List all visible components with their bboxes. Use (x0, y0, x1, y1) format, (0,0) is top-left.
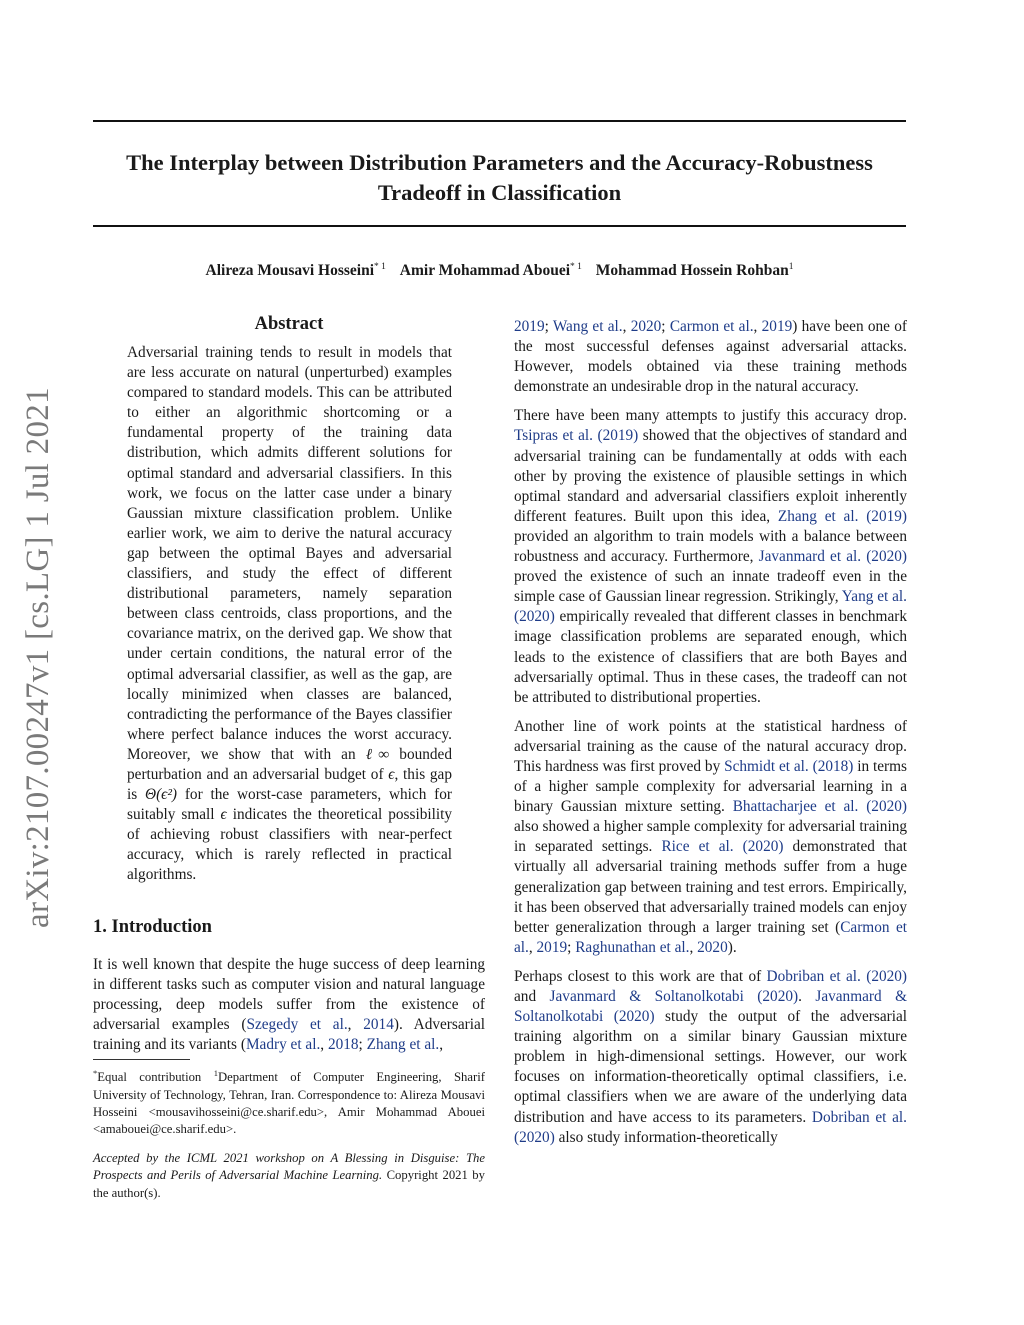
citation-year-link[interactable]: (2020) (613, 1008, 655, 1026)
citation-year-link[interactable]: (2020) (514, 608, 555, 626)
citation-link[interactable]: Schmidt et al. (724, 757, 809, 775)
citation-year-link[interactable]: (2020) (742, 838, 784, 856)
citation-link[interactable]: Javanmard et al. (758, 548, 862, 566)
paper-title (93, 148, 906, 208)
acceptance-note: Accepted by the ICML 2021 workshop on A Blessing in Disguise: The Prospects and Perils of Adversarial Machine Learning. Copyright 2021 by the author(s). (93, 1151, 485, 1200)
citation-year-link[interactable]: (2019) (597, 427, 639, 445)
author-list (93, 262, 906, 280)
paragraph: Another line of work points at the statistical hardness of adversarial training as the cause of the natural accuracy drop. This hardness was first proved by Schmidt et al. (2018) in terms of a higher sample complexity for adversarial learning in a binary Gaussian mixture setting. Bhattacharjee et al. (2020) also showed a higher sample complexity for adversarial training in separated settings. Rice et al. (2020) demonstrated that virtually all adversarial training methods suffer from a huge generalization gap between training and test errors. Empirically, it has been observed that adversarially trained models can enjoy better generalization through a larger training set (Carmon et al., 2019; Raghunathan et al., 2020). (514, 717, 907, 956)
author-2: Amir Mohammad Abouei$^{* 1}$ (399, 262, 582, 280)
author-3: Mohammad Hossein Rohban$^1$ (595, 262, 794, 280)
citation-link[interactable]: Raghunathan et al. (575, 938, 690, 956)
introduction-text: It is well known that despite the huge success of deep learning in different tasks such as computer vision and natural language processing, deep models suffer from the existence of adversarial examples (Szegedy et al., 2014). Adversarial training and its variants (Madry et al., 2018; Zhang et al., (93, 956, 486, 1054)
title-top-rule (93, 120, 906, 122)
citation-link[interactable]: Zhang et al. (777, 507, 859, 525)
abstract-heading: Abstract (254, 314, 324, 334)
citation-year-link[interactable]: (2020) (757, 988, 799, 1005)
citation-link[interactable]: Dobriban et al. (766, 967, 861, 985)
citation-year-link[interactable]: (2020) (866, 798, 907, 816)
paragraph: There have been many attempts to justify this accuracy drop. Tsipras et al. (2019) showed that the objectives of standard and adversarial training can be fundamentally at odds with each other by proving the existence of plausible settings in which optimal standard and adversarial classifiers exploit inherently different features. Built upon this idea, Zhang et al. (2019) provided an algorithm to train models with a balance between robustness and accuracy. Furthermore, Javanmard et al. (2020) proved the existence of such an innate tradeoff even in the simple case of Gaussian linear regression. Strikingly, Yang et al. (2020) empirically revealed that different classes in benchmark image classification problems are separated enough, which leads to the existence of classifiers that are both Bayes and adversarially optimal. Thus in these cases, the tradeoff can not be attributed to distributional properties. (514, 407, 908, 706)
citation-year-link[interactable]: (2020) (514, 1128, 555, 1146)
abstract-text: Adversarial training tends to result in models that are less accurate on natural (unperturbed) examples compared to standard models. This can be attributed to either an algorithmic shortcoming or a fundamental property of the training data distribution, which admits different solutions for optimal standard and adversarial classifiers. In this work, we focus on the latter case under a binary Gaussian mixture classification problem. Unlike earlier work, we aim to derive the natural accuracy gap between the optimal Bayes and adversarial classifiers, and study the effect of different distributional parameters, namely separation between class centroids, class proportions, and the covariance matrix, on the derived gap. We show that under certain conditions, the natural error of the optimal adversarial classifier, as well as the gap, are locally minimized when classes are balanced, contradicting the performance of the Bayes classifier where perfect balance induces the worst accuracy. Moreover, we show that with an ℓ∞ bounded perturbation and an adversarial budget of ϵ, this gap is Θ(ϵ²) for the worst-case parameters, which for suitably small ϵ indicates the theoretical possibility of achieving robust classifiers with near-perfect accuracy, which is rarely reflected in practical algorithms. (127, 344, 452, 884)
title-line-2: Tradeoff in Classification (377, 180, 622, 205)
citation-link[interactable]: Wang et al. (552, 318, 623, 335)
citation-link[interactable]: Javanmard & Soltanolkotabi (514, 988, 907, 1026)
footnote-rule (93, 1059, 190, 1060)
title-bottom-rule (93, 225, 906, 227)
citation-year-link[interactable]: 2019 (536, 938, 568, 956)
citation-year-link[interactable]: 2014 (363, 1016, 394, 1034)
paragraph: Perhaps closest to this work are that of Dobriban et al. (2020) and Javanmard & Soltanolkotabi (2020). Javanmard & Soltanolkotabi (2020) study the output of the adversarial training algorithm on a similar binary Gaussian mixture problem in high-dimensional settings. However, our work focuses on information-theoretically optimal classifiers, i.e. optimal classifiers when we are aware of the underlying data distribution and have access to its parameters. Dobriban et al. (2020) also study information-theoretically (514, 967, 908, 1146)
right-column-text (514, 317, 907, 1148)
citation-link[interactable]: Bhattacharjee et al. (732, 798, 859, 816)
citation-link[interactable]: Rice et al. (661, 838, 734, 856)
citation-year-link[interactable]: (2019) (866, 507, 907, 525)
citation-year-link[interactable]: 2019 (761, 318, 793, 335)
section-heading-introduction: 1. Introduction (93, 917, 212, 937)
arxiv-watermark: arXiv:2107.00247v1 [cs.LG] 1 Jul 2021 (20, 387, 56, 928)
citation-link[interactable]: Zhang et al. (366, 1036, 440, 1054)
citation-year-link[interactable]: 2020 (630, 318, 662, 335)
citation-link[interactable]: Yang et al. (841, 588, 907, 606)
citation-year-link[interactable]: 2020 (697, 938, 728, 956)
citation-year-link[interactable]: (2020) (866, 548, 907, 566)
citation-link[interactable]: Javanmard & Soltanolkotabi (549, 988, 744, 1005)
citation-link[interactable]: Carmon et al. (514, 918, 907, 956)
author-1: Alireza Mousavi Hosseini$^{* 1}$ (205, 262, 386, 280)
paragraph: 2019; Wang et al., 2020; Carmon et al., 2019) have been one of the most successful defenses against adversarial attacks. However, models obtained via these training methods demonstrate an undesirable drop in the natural accuracy. (514, 318, 907, 396)
citation-year-link[interactable]: (2018) (812, 757, 854, 775)
title-line-1: The Interplay between Distribution Parameters and the Accuracy-Robustness (126, 150, 873, 175)
citation-link[interactable]: Dobriban et al. (811, 1108, 908, 1126)
citation-year-link[interactable]: (2020) (866, 967, 908, 985)
citation-link[interactable]: Madry et al. (245, 1036, 321, 1054)
citation-link[interactable]: Tsipras et al. (514, 427, 593, 445)
citation-year-link[interactable]: 2018 (327, 1036, 359, 1054)
citation-link[interactable]: Carmon et al. (669, 318, 754, 335)
citation-year-link[interactable]: 2019 (514, 318, 545, 335)
citation-link[interactable]: Szegedy et al. (246, 1016, 348, 1034)
footnote: *Equal contribution $^1$Department of Computer Engineering, Sharif University of Technology, Tehran, Iran. Correspondence to: Alireza Mousavi Hosseini <mousavihosseini@ce.sharif.edu>, Amir Mohammad Abouei <amabouei@ce.sharif.edu>. (93, 1068, 485, 1137)
